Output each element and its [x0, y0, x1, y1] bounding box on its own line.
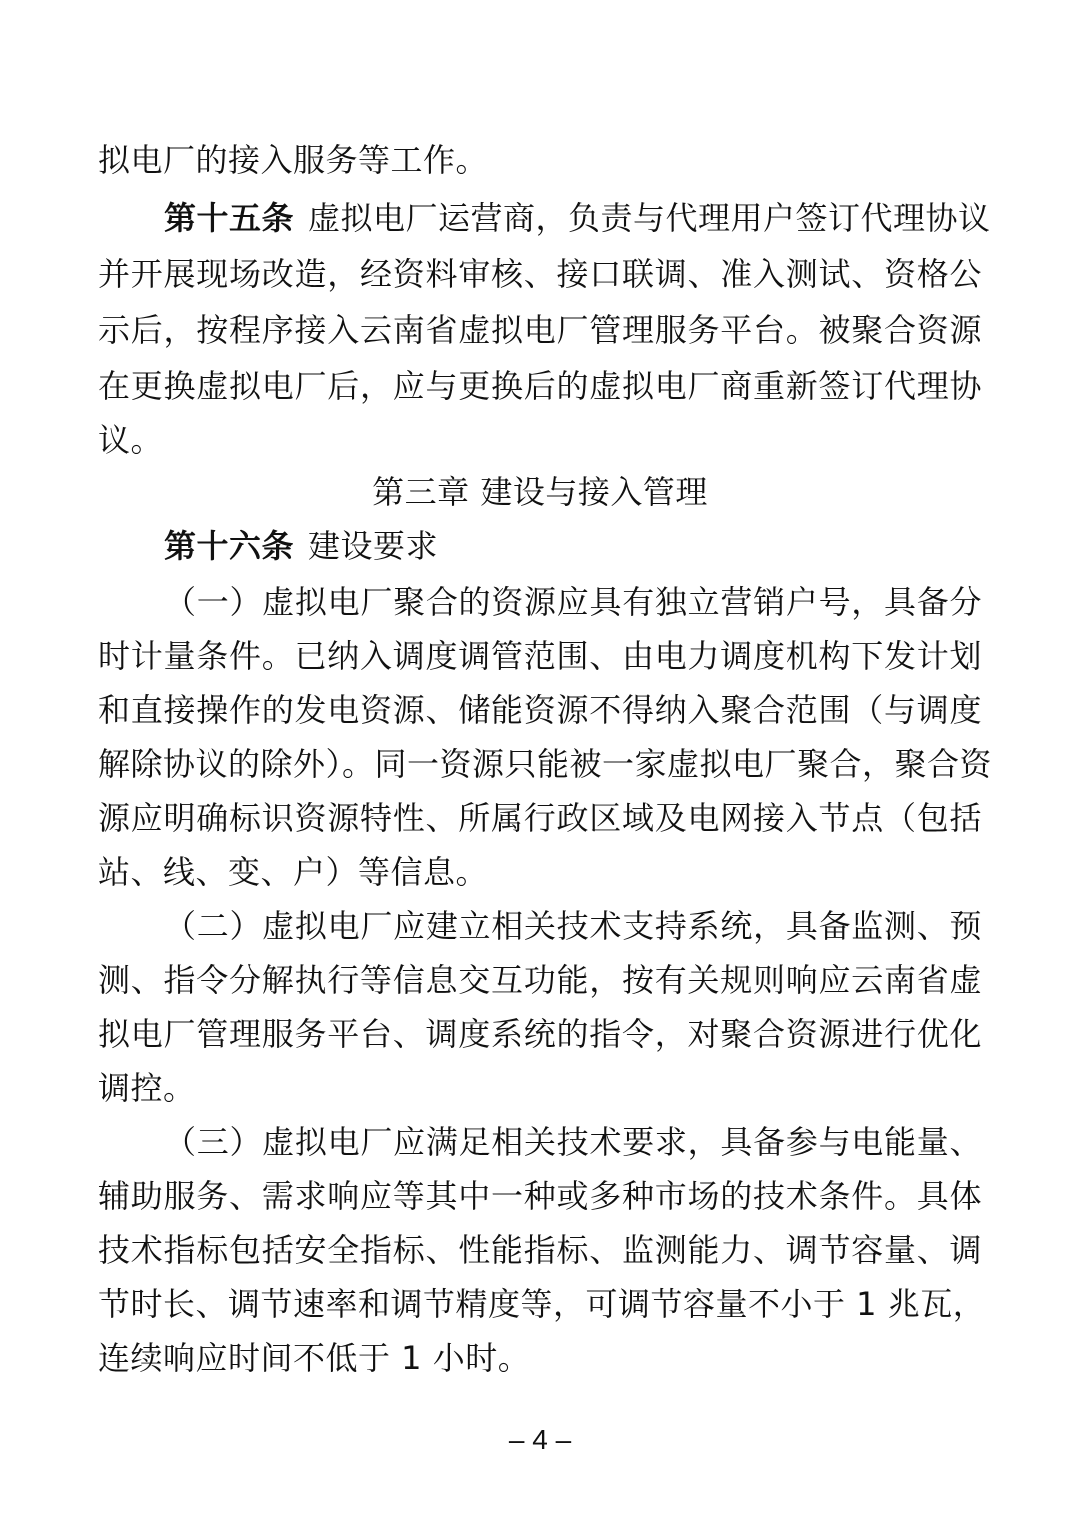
text-line: 测、指令分解执行等信息交互功能，按有关规则响应云南省虚: [98, 961, 982, 999]
text-line: 并开展现场改造，经资料审核、接口联调、准入测试、资格公: [98, 255, 982, 293]
paragraph-3-line: （三）虚拟电厂应满足相关技术要求，具备参与电能量、: [164, 1123, 982, 1161]
text-line: 源应明确标识资源特性、所属行政区域及电网接入节点（包括: [98, 799, 982, 837]
text-line: 在更换虚拟电厂后，应与更换后的虚拟电厂商重新签订代理协: [98, 367, 982, 405]
text-line: 时计量条件。已纳入调度调管范围、由电力调度机构下发计划: [98, 637, 982, 675]
page-number: – 4 –: [508, 1424, 572, 1455]
paragraph-1-line: （一）虚拟电厂聚合的资源应具有独立营销户号，具备分: [164, 583, 982, 621]
article-16-title: 第十六条: [164, 527, 295, 565]
text-line: 解除协议的除外）。同一资源只能被一家虚拟电厂聚合，聚合资: [98, 745, 993, 783]
article-16-text: 建设要求: [308, 527, 439, 565]
paragraph-2-line: （二）虚拟电厂应建立相关技术支持系统，具备监测、预: [164, 907, 982, 945]
text-line: 拟电厂的接入服务等工作。: [98, 141, 489, 179]
text-line: 站、线、变、户）等信息。: [98, 853, 489, 891]
article-15-title: 第十五条: [164, 199, 295, 237]
text-line: 节时长、调节速率和调节精度等，可调节容量不小于 1 兆瓦，: [98, 1285, 986, 1323]
text-line: 拟电厂管理服务平台、调度系统的指令，对聚合资源进行优化: [98, 1015, 982, 1053]
article-15-text: 虚拟电厂运营商，负责与代理用户签订代理协议: [308, 199, 991, 237]
text-line: 连续响应时间不低于 1 小时。: [98, 1339, 531, 1377]
text-line: 议。: [98, 421, 164, 459]
text-line: 和直接操作的发电资源、储能资源不得纳入聚合范围（与调度: [98, 691, 982, 729]
text-line: 示后，按程序接入云南省虚拟电厂管理服务平台。被聚合资源: [98, 311, 982, 349]
text-line: 调控。: [98, 1069, 196, 1107]
article-16-heading: [98, 526, 982, 566]
text-line: 技术指标包括安全指标、性能指标、监测能力、调节容量、调: [98, 1231, 982, 1269]
chapter-heading: 第三章 建设与接入管理: [372, 473, 708, 511]
text-line: 辅助服务、需求响应等其中一种或多种市场的技术条件。具体: [98, 1177, 982, 1215]
article-15-first-line: [98, 198, 991, 238]
